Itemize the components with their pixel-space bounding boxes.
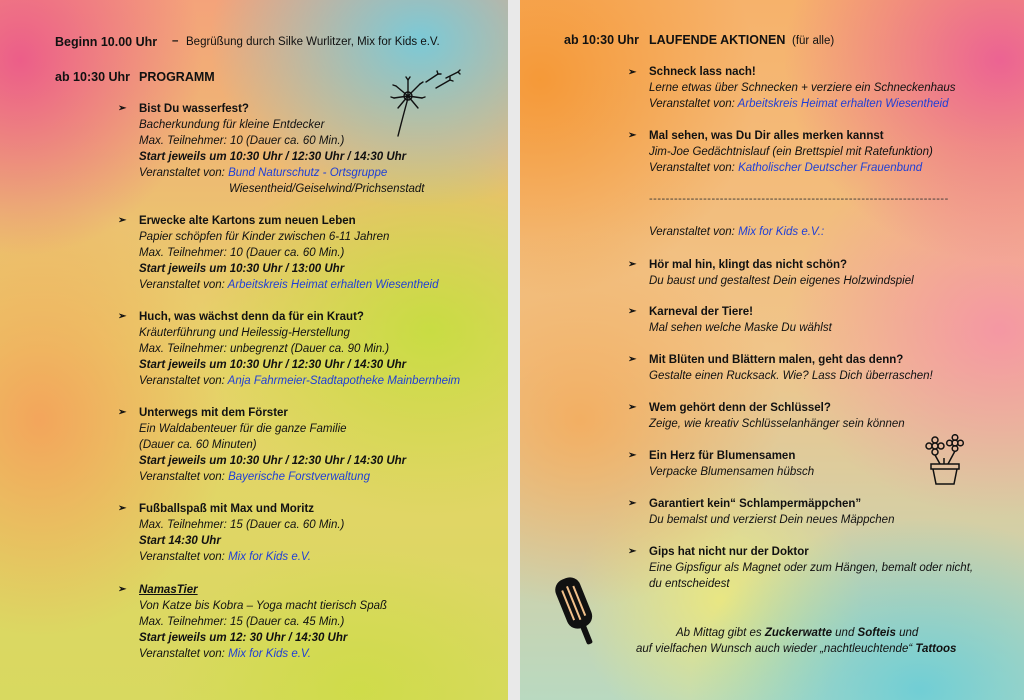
organizer-label: Veranstaltet von:: [139, 375, 225, 387]
item-description: Papier schöpfen für Kinder zwischen 6-11 Jahren: [139, 231, 390, 243]
organizer-label: Veranstaltet von:: [139, 279, 225, 291]
item-details: (Dauer ca. 60 Minuten): [139, 439, 257, 451]
left-page: [0, 0, 508, 700]
bullet-arrow-icon: ➢: [628, 306, 637, 317]
program-item: [139, 101, 425, 197]
program-time: ab 10:30 Uhr: [55, 70, 131, 84]
item-description: Von Katze bis Kobra – Yoga macht tierisch Spaß: [139, 600, 388, 612]
item-description: Bacherkundung für kleine Entdecker: [139, 119, 325, 131]
activity-item: [649, 257, 914, 289]
item-title: Fußballspaß mit Max und Moritz: [139, 503, 315, 515]
item-title: Erwecke alte Kartons zum neuen Leben: [139, 215, 356, 227]
program-item: [139, 405, 406, 485]
organizer-link[interactable]: Mix for Kids e.V.: [228, 648, 311, 660]
group-organizer-label: Veranstaltet von:: [649, 226, 735, 238]
welcome-time: Beginn 10.00 Uhr: [55, 35, 158, 49]
group-organizer-link[interactable]: Mix for Kids e.V.:: [738, 226, 825, 238]
activity-item: [649, 400, 905, 432]
footer-highlight-soft-ice: Softeis: [857, 627, 896, 639]
bullet-arrow-icon: ➢: [118, 311, 127, 322]
activity-title: Schneck lass nach!: [649, 66, 756, 78]
item-details: Max. Teilnehmer: 10 (Dauer ca. 60 Min.): [139, 135, 345, 147]
separator-line: ------------------------------------------------------------------------: [649, 193, 949, 205]
activity-description-cont: du entscheidest: [649, 578, 730, 590]
activity-title: Ein Herz für Blumensamen: [649, 450, 796, 462]
activity-description: Lerne etwas über Schnecken + verziere ein Schneckenhaus: [649, 82, 956, 94]
organizer-label: Veranstaltet von:: [139, 167, 225, 179]
item-title: Huch, was wächst denn da für ein Kraut?: [139, 311, 364, 323]
activity-item: [649, 64, 956, 112]
popsicle-icon: [550, 572, 606, 650]
program-title: PROGRAMM: [139, 70, 215, 84]
item-details: Max. Teilnehmer: unbegrenzt (Dauer ca. 90 Min.): [139, 343, 390, 355]
activity-description: Zeige, wie kreativ Schlüsselanhänger sein können: [649, 418, 905, 430]
activity-title: Karneval der Tiere!: [649, 306, 753, 318]
item-start-times: Start jeweils um 12: 30 Uhr / 14:30 Uhr: [139, 632, 348, 644]
bullet-arrow-icon: ➢: [118, 407, 127, 418]
activities-suffix: (für alle): [792, 35, 835, 47]
item-start-times: Start 14:30 Uhr: [139, 535, 221, 547]
activity-description: Jim-Joe Gedächtnislauf (ein Brettspiel mit Ratefunktion): [649, 146, 933, 158]
organizer-link[interactable]: Arbeitskreis Heimat erhalten Wiesentheid: [737, 98, 949, 110]
bullet-arrow-icon: ➢: [628, 402, 637, 413]
flower-pot-icon: [922, 434, 968, 486]
item-start-times: Start jeweils um 10:30 Uhr / 13:00 Uhr: [139, 263, 345, 275]
activities-title: LAUFENDE AKTIONEN: [649, 33, 786, 47]
activity-title: Gips hat nicht nur der Doktor: [649, 546, 809, 558]
program-item: [139, 309, 460, 389]
organizer-link-cont[interactable]: Wiesentheid/Geiselwind/Prichsenstadt: [229, 183, 425, 195]
activity-item: [649, 352, 933, 384]
item-description: Kräuterführung und Heilessig-Herstellung: [139, 327, 350, 339]
footer-text: und: [895, 627, 919, 639]
item-description: Ein Waldabenteuer für die ganze Familie: [139, 423, 347, 435]
footer-text: Ab Mittag gibt es: [676, 627, 765, 639]
bullet-arrow-icon: ➢: [628, 354, 637, 365]
organizer-label: Veranstaltet von:: [649, 162, 735, 174]
organizer-label: Veranstaltet von:: [649, 98, 735, 110]
organizer-label: Veranstaltet von:: [139, 471, 225, 483]
item-title: Unterwegs mit dem Förster: [139, 407, 288, 419]
activity-description: Eine Gipsfigur als Magnet oder zum Hängen, bemalt oder nicht,: [649, 562, 974, 574]
bullet-arrow-icon: ➢: [628, 130, 637, 141]
item-details: Max. Teilnehmer: 10 (Dauer ca. 60 Min.): [139, 247, 345, 259]
organizer-link[interactable]: Bayerische Forstverwaltung: [228, 471, 370, 483]
footer-text: und: [831, 627, 858, 639]
activity-item: [649, 128, 933, 176]
organizer-link[interactable]: Bund Naturschutz - Ortsgruppe: [228, 167, 388, 179]
bullet-arrow-icon: ➢: [118, 215, 127, 226]
activity-description: Du baust und gestaltest Dein eigenes Holzwindspiel: [649, 275, 914, 287]
bullet-arrow-icon: ➢: [628, 67, 637, 78]
bullet-arrow-icon: ➢: [628, 450, 637, 461]
activity-description: Verpacke Blumensamen hübsch: [649, 466, 815, 478]
activity-title: Mal sehen, was Du Dir alles merken kannst: [649, 130, 884, 142]
activity-title: Hör mal hin, klingt das nicht schön?: [649, 259, 848, 271]
activity-item: [649, 544, 973, 592]
bullet-arrow-icon: ➢: [628, 498, 637, 509]
item-title: Bist Du wasserfest?: [139, 103, 249, 115]
organizer-link[interactable]: Mix for Kids e.V.: [228, 551, 311, 563]
organizer-link[interactable]: Anja Fahrmeier-Stadtapotheke Mainbernheim: [227, 375, 461, 387]
item-details: Max. Teilnehmer: 15 (Dauer ca. 60 Min.): [139, 519, 345, 531]
bullet-arrow-icon: ➢: [118, 103, 127, 114]
item-title: NamasTier: [139, 584, 198, 596]
footer-highlight-cotton-candy: Zuckerwatte: [764, 627, 832, 639]
bullet-arrow-icon: ➢: [118, 503, 127, 514]
bullet-arrow-icon: ➢: [628, 546, 637, 557]
activities-time: ab 10:30 Uhr: [564, 33, 640, 47]
organizer-link[interactable]: Arbeitskreis Heimat erhalten Wiesentheid: [227, 279, 439, 291]
activity-description: Du bemalst und verzierst Dein neues Mäppchen: [649, 514, 895, 526]
item-start-times: Start jeweils um 10:30 Uhr / 12:30 Uhr / 14:30 Uhr: [139, 359, 407, 371]
organizer-label: Veranstaltet von:: [139, 648, 225, 660]
welcome-text: Begrüßung durch Silke Wurlitzer, Mix for Kids e.V.: [186, 36, 440, 48]
organizer-link[interactable]: Katholischer Deutscher Frauenbund: [738, 162, 923, 174]
activity-description: Mal sehen welche Maske Du wählst: [649, 322, 832, 334]
activity-title: Garantiert kein“ Schlampermäppchen”: [649, 498, 862, 510]
program-item: [139, 582, 387, 662]
footer-line-1: [676, 625, 918, 641]
footer-highlight-tattoos: Tattoos: [915, 643, 957, 655]
footer-line-2: [636, 641, 956, 657]
item-start-times: Start jeweils um 10:30 Uhr / 12:30 Uhr / 14:30 Uhr: [139, 455, 407, 467]
activity-item: [649, 448, 814, 480]
organizer-label: Veranstaltet von:: [139, 551, 225, 563]
bullet-arrow-icon: ➢: [118, 584, 127, 595]
activity-title: Mit Blüten und Blättern malen, geht das denn?: [649, 354, 904, 366]
activity-item: [649, 304, 832, 336]
item-details: Max. Teilnehmer: 15 (Dauer ca. 45 Min.): [139, 616, 345, 628]
welcome-dash: –: [172, 35, 179, 47]
activity-description: Gestalte einen Rucksack. Wie? Lass Dich überraschen!: [649, 370, 933, 382]
program-item: [139, 501, 344, 565]
footer-text: auf vielfachen Wunsch auch wieder „nachtleuchtende“: [636, 643, 916, 655]
bullet-arrow-icon: ➢: [628, 259, 637, 270]
program-item: [139, 213, 438, 293]
right-page: [520, 0, 1024, 700]
activity-item: [649, 496, 894, 528]
activity-title: Wem gehört denn der Schlüssel?: [649, 402, 831, 414]
item-start-times: Start jeweils um 10:30 Uhr / 12:30 Uhr / 14:30 Uhr: [139, 151, 407, 163]
